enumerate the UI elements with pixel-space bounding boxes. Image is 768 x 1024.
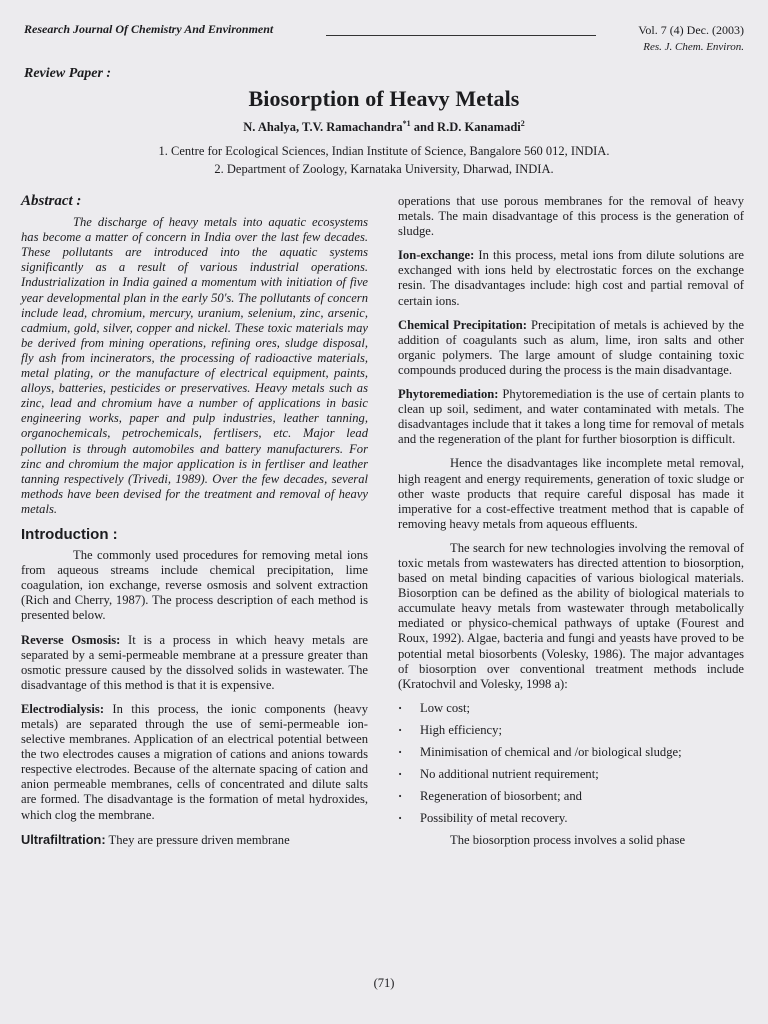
left-column	[21, 194, 368, 984]
introduction-heading: Introduction :	[21, 525, 118, 543]
reverse-osmosis-paragraph	[21, 633, 368, 693]
intro-paragraph: The commonly used procedures for removing metal ions from aqueous streams include chemical precipitation, lime coagulation, ion exchange, reverse osmosis and solvent extraction (Rich and Cherry, 1987). The process description of each method is presented below.	[21, 548, 368, 623]
abstract-heading: Abstract :	[21, 193, 82, 209]
right-column	[398, 194, 744, 984]
journal-abbreviation: Res. J. Chem. Environ.	[643, 41, 744, 53]
chemical-precipitation-text: Precipitation of metals is achieved by the addition of coagulants such as alum, lime, iron salts and other organic polymers. The large amount of sludge containing toxic compounds produced during the process is the main disadvantage.	[398, 317, 744, 377]
header-rule	[326, 35, 596, 36]
author-conjunction: and	[410, 120, 438, 134]
author-line	[0, 120, 768, 135]
affiliation-2: 2. Department of Zoology, Karnataka University, Dharwad, INDIA.	[214, 162, 554, 176]
author-group-2: R.D. Kanamadi	[437, 120, 521, 134]
ultrafiltration-term: Ultrafiltration:	[21, 831, 106, 847]
phytoremediation-text: Phytoremediation is the use of certain plants to clean up soil, sediment, and water contaminated with metals. The disadvantages include that it takes a long time for removal of metals and the regeneration of the plant for further biosorption is difficult.	[398, 387, 744, 447]
biosorption-intro-paragraph: The search for new technologies involving the removal of toxic metals from wastewaters has directed attention to biosorption, based on metal binding capacities of various biological materials. Biosorption can be defined as the ability of biological materials to accumulate heavy metals from wastewater through metabolically mediated or physico-chemical pathways of uptake (Fourest and Roux, 1992). Algae, bacteria and fungi and yeasts have proved to be potential metal biosorbents (Volesky, 1986). The major advantages of biosorption over conventional treatment methods include (Kratochvil and Volesky, 1998 a):	[398, 540, 744, 691]
list-item: · Possibility of metal recovery.	[420, 811, 744, 826]
reverse-osmosis-text: It is a process in which heavy metals are separated by a semi-permeable membrane at a pressure greater than osmotic pressure caused by the dissolved solids in wastewater. The disadvantage of this method is that it is expensive.	[21, 632, 368, 692]
disadvantages-summary-paragraph: Hence the disadvantages like incomplete metal removal, high reagent and energy requirements, generation of toxic sludge or other waste products that require careful disposal has made it imperative for a cost-effective treatment method that is capable of removing heavy metals from aqueous effluents.	[398, 456, 744, 531]
chemical-precipitation-term: Chemical Precipitation:	[398, 317, 527, 332]
paper-type: Review Paper :	[24, 66, 112, 81]
author-marker-1: *1	[402, 118, 411, 128]
paper-title: Biosorption of Heavy Metals	[248, 86, 520, 111]
list-item: · Regeneration of biosorbent; and	[420, 789, 744, 804]
journal-name: Research Journal Of Chemistry And Environment	[24, 22, 274, 36]
list-item: · No additional nutrient requirement;	[420, 767, 744, 782]
ion-exchange-term: Ion-exchange:	[398, 248, 475, 263]
author-marker-2: 2	[520, 118, 525, 128]
ion-exchange-text: In this process, metal ions from dilute solutions are exchanged with ions held by electrostatic forces on the exchange resin. The disadvantages include: high cost and partial removal of certain ions.	[398, 248, 744, 308]
ultrafiltration-continued: operations that use porous membranes for the removal of heavy metals. The main disadvantage of this process is the generation of sludge.	[398, 194, 744, 239]
electrodialysis-term: Electrodialysis:	[21, 701, 105, 716]
chemical-precipitation-paragraph	[398, 318, 744, 378]
page-number: (71)	[373, 976, 395, 990]
affiliation-1: 1. Centre for Ecological Sciences, Indian Institute of Science, Bangalore 560 012, INDIA.	[158, 144, 610, 158]
ultrafiltration-text: They are pressure driven membrane	[105, 832, 290, 847]
ion-exchange-paragraph	[398, 248, 744, 308]
list-item: · High efficiency;	[420, 723, 744, 738]
ultrafiltration-paragraph	[21, 832, 368, 848]
volume-info: Vol. 7 (4) Dec. (2003)	[638, 23, 744, 37]
phytoremediation-paragraph	[398, 387, 744, 447]
running-head	[24, 22, 744, 56]
list-item: · Low cost;	[420, 701, 744, 716]
phytoremediation-term: Phytoremediation:	[398, 387, 499, 402]
electrodialysis-text: In this process, the ionic components (heavy metals) are separated through the use of semi-permeable ion-selective membranes. Application of an electrical potential between the two electrodes causes a migration of cations and anions towards respective electrodes. Because of the alternate spacing of cation and anion permeable membranes, cells of concentrated and dilute salts are formed. The disadvantage is the formation of metal hydroxides, which clog the membrane.	[21, 701, 368, 822]
electrodialysis-paragraph	[21, 702, 368, 823]
abstract-text: The discharge of heavy metals into aquatic ecosystems has become a matter of concern in India over the last few decades. These pollutants are introduced into the aquatic systems significantly as a result of various industrial operations. Industrialization in India gained a momentum with initiation of five year developmental plan in the early 50's. The pollutants of concern include lead, chromium, mercury, uranium, selenium, zinc, arsenic, cadmium, gold, silver, copper and nickel. These toxic materials may be derived from mining operations, refining ores, sludge disposal, fly ash from incinerators, the processing of radioactive materials, metal plating, or the manufacture of electrical equipment, paints, alloys, batteries, pesticides or preservatives. Heavy metals such as zinc, lead and chromium have a number of applications in basic engineering works, paper and pulp industries, leather tanning, organochemicals, petrochemicals, fertlisers, etc. Major lead pollution is through automobiles and battery manufacturers. For zinc and chromium the major application is in fertliser and leather tanning respectively (Trivedi, 1989). Over the few decades, several methods have been devised for the treatment and removal of heavy metals.	[21, 215, 368, 516]
list-item: · Minimisation of chemical and /or biological sludge;	[420, 745, 744, 760]
biosorption-process-paragraph: The biosorption process involves a solid phase	[450, 833, 686, 848]
author-group-1: N. Ahalya, T.V. Ramachandra	[243, 120, 403, 134]
reverse-osmosis-term: Reverse Osmosis:	[21, 632, 121, 647]
advantages-list	[398, 701, 744, 827]
